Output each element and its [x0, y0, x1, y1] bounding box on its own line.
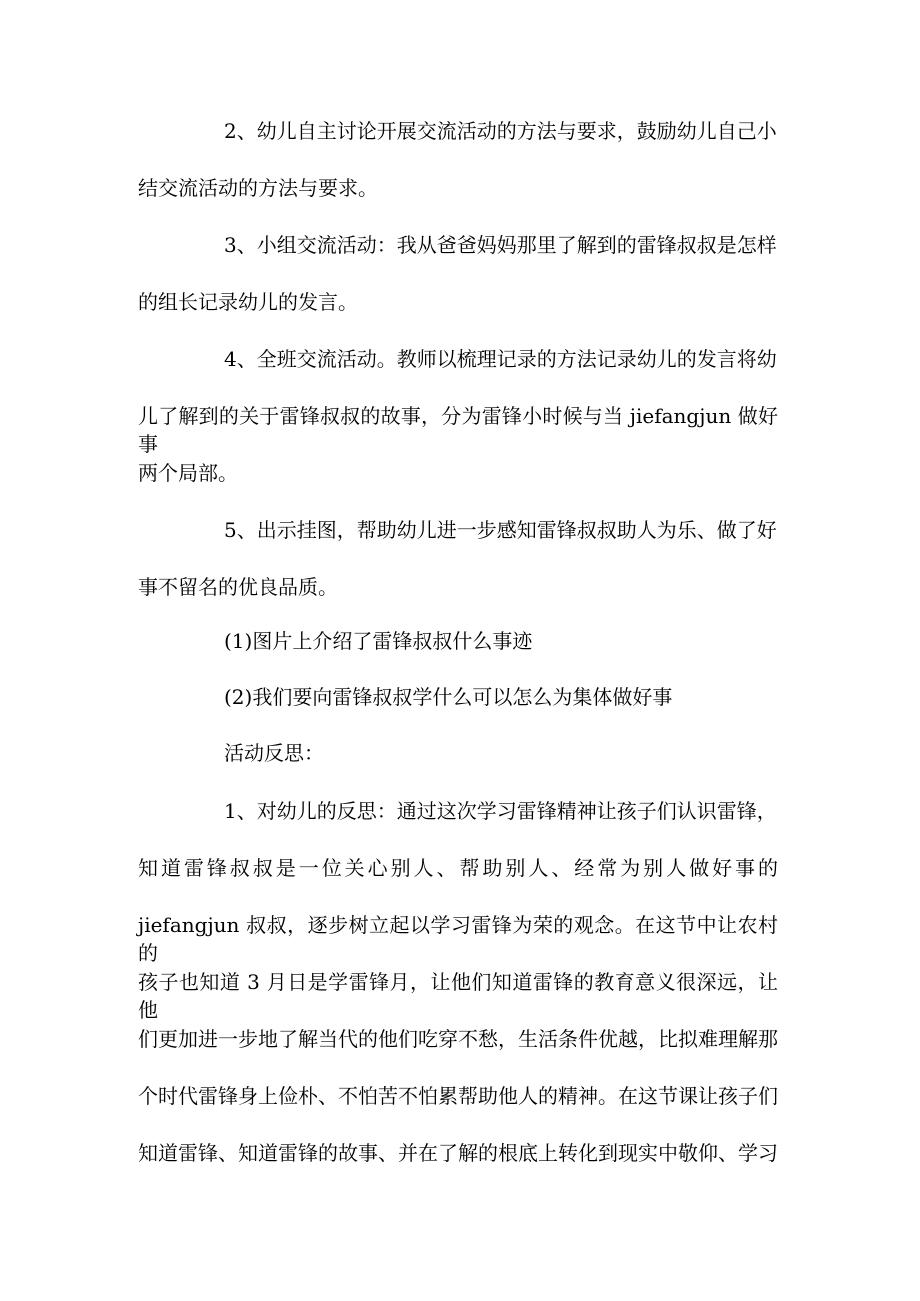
paragraph-2-line-2: 结交流活动的方法与要求。	[138, 176, 378, 200]
paragraph-5-line-1: 5、出示挂图，帮助幼儿进一步感知雷锋叔叔助人为乐、做了好	[224, 518, 777, 542]
paragraph-4-line-2: 儿了解到的关于雷锋叔叔的故事，分为雷锋小时候与当 jiefangjun 做好事	[138, 404, 778, 456]
paragraph-2-line-1: 2、幼儿自主讨论开展交流活动的方法与要求，鼓励幼儿自己小	[224, 119, 777, 143]
paragraph-3-line-2: 的组长记录幼儿的发言。	[138, 290, 358, 314]
reflection-line-4: 孩子也知道 3 月日是学雷锋月，让他们知道雷锋的教育意义很深远，让他	[138, 970, 778, 1022]
reflection-line-6: 个时代雷锋身上俭朴、不怕苦不怕累帮助他人的精神。在这节课让孩子们	[138, 1084, 778, 1108]
reflection-line-7: 知道雷锋、知道雷锋的故事、并在了解的根底上转化到现实中敬仰、学习	[138, 1141, 778, 1165]
reflection-line-1: 1、对幼儿的反思：通过这次学习雷锋精神让孩子们认识雷锋，	[224, 799, 777, 823]
reflection-line-2: 知道雷锋叔叔是一位关心别人、帮助别人、经常为别人做好事的	[138, 856, 778, 880]
paragraph-4-line-3: 两个局部。	[138, 461, 238, 485]
paragraph-5-line-2: 事不留名的优良品质。	[138, 575, 338, 599]
question-1: (1)图片上介绍了雷锋叔叔什么事迹	[224, 629, 533, 653]
paragraph-4-line-1: 4、全班交流活动。教师以梳理记录的方法记录幼儿的发言将幼	[224, 347, 777, 371]
reflection-line-3: jiefangjun 叔叔，逐步树立起以学习雷锋为荣的观念。在这节中让农村的	[138, 913, 778, 965]
reflection-line-5: 们更加进一步地了解当代的他们吃穿不愁，生活条件优越，比拟难理解那	[138, 1027, 778, 1051]
question-2: (2)我们要向雷锋叔叔学什么可以怎么为集体做好事	[224, 685, 673, 709]
paragraph-3-line-1: 3、小组交流活动：我从爸爸妈妈那里了解到的雷锋叔叔是怎样	[224, 233, 777, 257]
section-heading-reflection: 活动反思：	[224, 741, 324, 765]
